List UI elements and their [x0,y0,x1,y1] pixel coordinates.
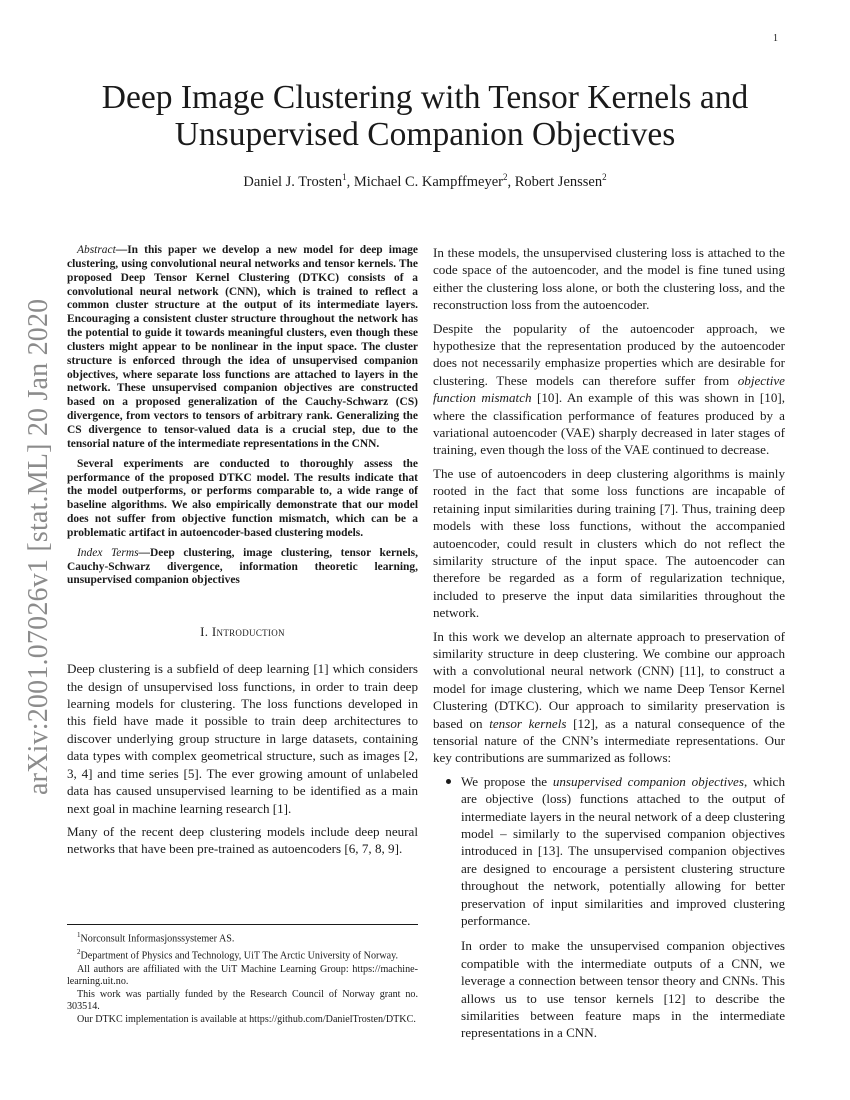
section-title: Introduction [211,624,285,640]
abstract-paragraph [67,244,418,452]
footnotes [67,924,418,1027]
abstract-paragraph-2: Several experiments are conducted to thoroughly assess the performance of the proposed DTKC model. The results indicate that the model outperforms, or performs comparable to, a wide range of baseline algorithms. We also empirically demonstrate that our model does not suffer from objective function mismatch, which can be a problematic artifact in autoencoder-based clustering models. [67,457,418,539]
author-name: Daniel J. Trosten [243,173,343,190]
emphasis: tensor kernels [489,715,567,731]
paper-title [60,79,790,153]
section-heading-introduction [67,624,418,640]
abstract-text: —In this paper we develop a new model for deep image clustering, using convolutional neural networks and tensor kernels. The proposed Deep Tensor Kernel Clustering (DTKC) consists of a convolutional neural network (CNN), which is trained to reflect a common cluster structure at the output of its intermediate layers. Encouraging a consistent cluster structure throughout the network has the potential to guide it towards meaningful clusters, even though these clusters might appear to be nonlinear in the input space. The cluster structure is enforced through the idea of unsupervised companion objectives, where separate loss functions are attached to layers in the network. These unsupervised companion objectives are constructed based on a proposed generalization of the Cauchy-Schwarz (CS) divergence, from vectors to tensors of arbitrary rank. Generalizing the CS divergence to tensor-valued data is a crucial step, due to the tensorial nature of the intermediate representations in the CNN. [67,244,418,450]
bullet-icon [446,779,451,784]
title-line-2: Unsupervised Companion Objectives [174,116,676,153]
body-paragraph: Many of the recent deep clustering models include deep neural networks that have been pre-trained as autoencoders [6, 7, 8, 9]. [67,823,418,857]
body-paragraph: Deep clustering is a subfield of deep learning [1] which considers the design of unsupervised loss functions, in order to train deep learning models for clustering. The loss functions developed in this field have made it possible to train deep architectures to discover underlying group structure in large datasets, containing data types with complex geometrical structure, such as images [2, 3, 4] and time series [5]. The ever growing amount of unlabeled data has caused unsupervised learning to be identified as a main next goal in machine learning research [1]. [67,661,418,816]
abstract-label: Abstract [77,244,116,256]
right-column [433,244,785,1050]
title-line-1: Deep Image Clustering with Tensor Kernels and [101,79,749,116]
affiliation-mark: 2 [502,172,508,182]
arxiv-identifier-stamp[interactable]: arXiv:2001.07026v1 [stat.ML] 20 Jan 2020 [23,298,54,795]
author-list [60,172,790,191]
body-paragraph: Despite the popularity of the autoencoder approach, we hypothesize that the representation produced by the autoencoder does not necessarily emphasize properties which are desirable for clustering. These models can therefore suffer from objective function mismatch [10]. An example of this was shown in [10], where the classification performance of features produced by a variational autoencoder (VAE) sharply decreased in later stages of training, even though the loss of the VAE continued to decrease. [433,320,785,458]
author-name: , Robert Jenssen [507,173,603,190]
body-paragraph: In this work we develop an alternate approach to preservation of similarity structure in deep clustering. We combine our approach with a convolutional neural network (CNN) [11], to construct a model for image clustering, which we name Deep Tensor Kernel Clustering (DTKC). Our approach to similarity preservation is based on tensor kernels [12], as a natural consequence of the tensorial nature of the CNN’s intermediate representations. Our key contributions are summarized as follows: [433,628,785,766]
contribution-list-item [433,773,785,1042]
footnote-affiliation[interactable]: All authors are affiliated with the UiT Machine Learning Group: https://machine-learning.uit.no. [67,963,418,987]
section-numeral: I. [200,624,212,640]
author-name: , Michael C. Kampffmeyer [346,173,503,190]
body-paragraph: The use of autoencoders in deep clustering algorithms is mainly rooted in the fact that some loss functions are incapable of retaining input similarities during training [7]. Thus, training deep models with these loss functions, without the accompanied autoencoder, could result in clusters which do not reflect the similarity structure of the input space. The autoencoder can therefore be regarded as a form of regularization technique, included to preserve the input data similarities throughout the network. [433,465,785,621]
footnote: $^2$Department of Physics and Technology, UiT The Arctic University of Norway. [77,948,399,962]
emphasis: objective function mismatch [433,372,785,406]
body-paragraph: In these models, the unsupervised clustering loss is attached to the code space of the autoencoder, and the model is fine tuned using either the clustering loss alone, or both the clustering loss, and the reconstruction loss from the autoencoder. [433,245,785,313]
footnote-funding: This work was partially funded by the Research Council of Norway grant no. 303514. [67,988,418,1013]
emphasis: unsupervised companion objectives [552,773,744,789]
index-terms [67,547,418,589]
page-number: 1 [773,33,778,44]
footnote-code-link[interactable]: Our DTKC implementation is available at https://github.com/DanielTrosten/DTKC. [77,1014,416,1026]
index-terms-label: Index Terms [77,546,139,559]
index-terms-text: —Deep clustering, image clustering, tensor kernels, Cauchy-Schwarz divergence, information theoretic learning, unsupervised companion objectives [67,546,418,587]
affiliation-mark: 1 [342,172,347,182]
contribution-text: We propose the unsupervised companion objectives, which are objective (loss) functions attached to the output of intermediate layers in the neural network of a deep clustering model – similarly to the supervised companion objectives introduced in [13]. The unsupervised companion objectives are designed to encourage a persistent clustering structure throughout the network, potentially allowing for better preservation of input similarities and improved clustering performance. [461,773,785,929]
contribution-text: In order to make the unsupervised companion objectives compatible with the intermediate outputs of a CNN, we leverage a connection between tensor theory and CNNs. This allows us to use tensor kernels [12] to describe the similarities between feature maps in the intermediate representations in a CNN. [461,938,785,1041]
affiliation-mark: 2 [602,172,607,182]
footnote: $^1$Norconsult Informasjonssystemer AS. [77,931,235,945]
left-column [67,244,418,864]
